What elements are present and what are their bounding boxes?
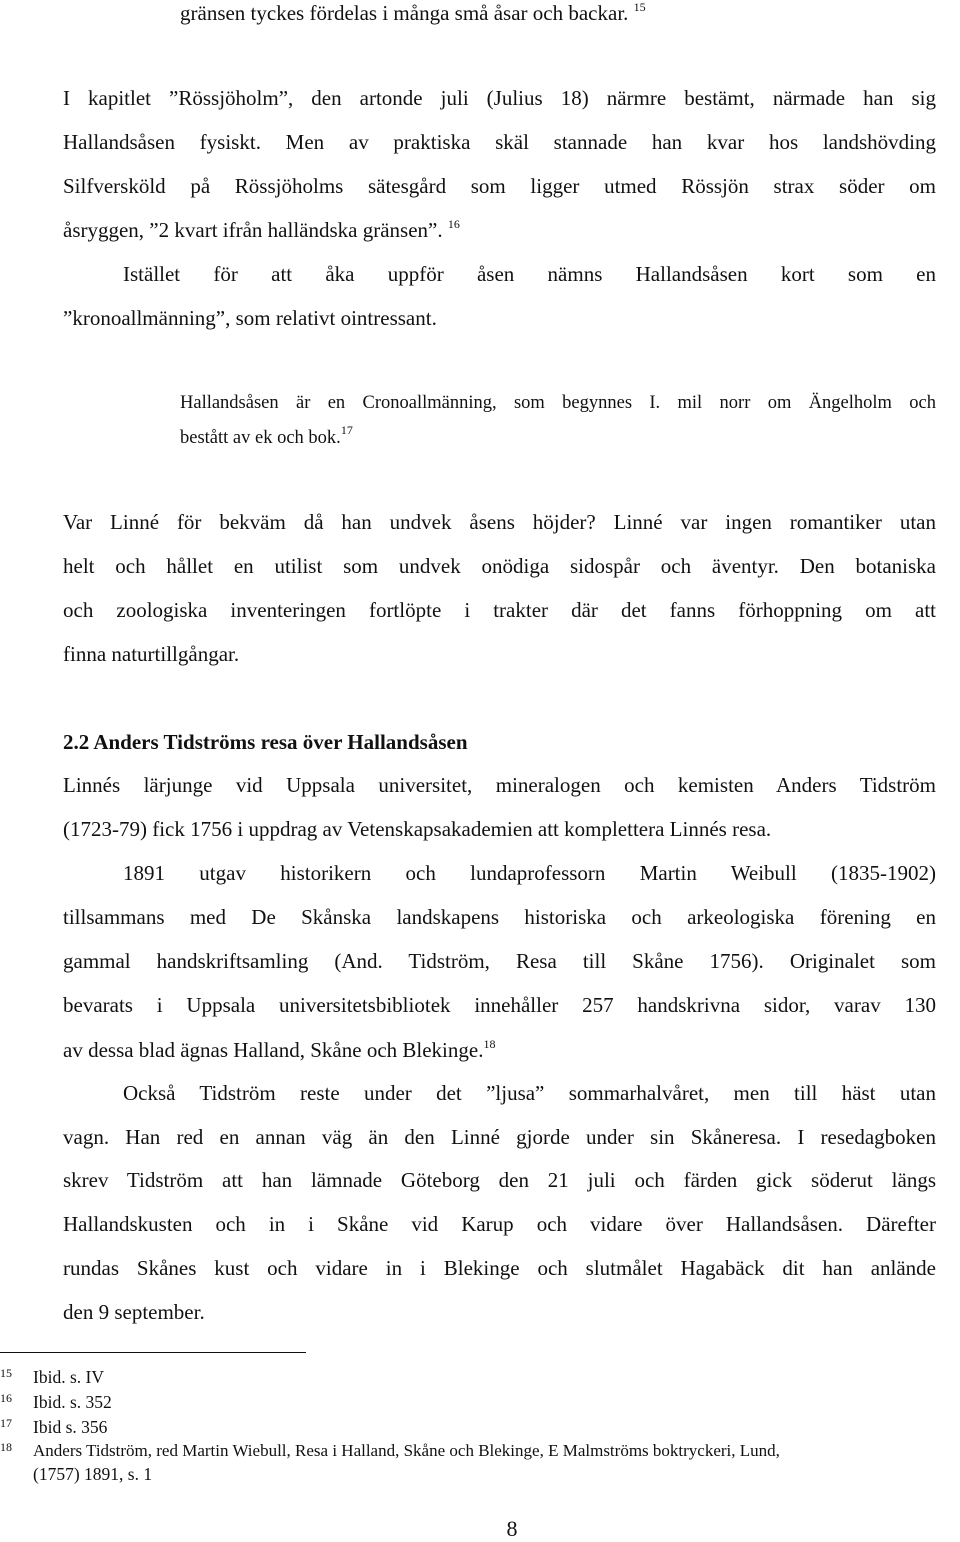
footnote-ref: 16 [447, 217, 460, 231]
text-line: och zoologiska inventeringen fortlöpte i trakter där det fanns förhoppning om att [63, 598, 936, 622]
text-line: vagn. Han red en annan väg än den Linné gjorde under sin Skåneresa. I resedagboken [63, 1125, 936, 1149]
text-line: Linnés lärjunge vid Uppsala universitet, mineralogen och kemisten Anders Tidström [63, 773, 936, 797]
text-line: gammal handskriftsamling (And. Tidström, Resa till Skåne 1756). Originalet som [63, 949, 936, 973]
text-line: (1723-79) fick 1756 i uppdrag av Vetenskapsakademien att komplettera Linnés resa. [63, 817, 772, 841]
page-number: 8 [506, 1516, 518, 1541]
text-line: ”kronoallmänning”, som relativt ointressant. [63, 306, 437, 330]
footnote-text: Anders Tidström, red Martin Wiebull, Resa i Halland, Skåne och Blekinge, E Malmströms boktryckeri, Lund, [33, 1441, 780, 1460]
section-heading: 2.2 Anders Tidströms resa över Hallandsåsen [63, 730, 468, 754]
text-line: Hallandskusten och in i Skåne vid Karup och vidare över Hallandsåsen. Därefter [63, 1212, 936, 1236]
footnote-text: (1757) 1891, s. 1 [33, 1464, 153, 1484]
text-line: finna naturtillgångar. [63, 642, 240, 666]
footnote-number: 15 [0, 1366, 12, 1380]
quote-line: bestått av ek och bok.$^{17}$ [180, 423, 353, 448]
footnote-number: 18 [0, 1440, 12, 1454]
text-line: rundas Skånes kust och vidare in i Blekinge och slutmålet Hagabäck dit han anlände [63, 1256, 936, 1280]
text-line: åsryggen, ”2 kvart ifrån halländska gränsen”. $^{16}$ [63, 217, 460, 242]
text-line: Var Linné för bekväm då han undvek åsens höjder? Linné var ingen romantiker utan [63, 510, 936, 534]
text-line: tillsammans med De Skånska landskapens historiska och arkeologiska förening en [63, 905, 936, 929]
text-line: av dessa blad ägnas Halland, Skåne och Blekinge.$^{18}$ [63, 1037, 496, 1062]
text-line: 1891 utgav historikern och lundaprofessorn Martin Weibull (1835-1902) [123, 861, 936, 885]
footnote-text: Ibid s. 356 [33, 1417, 108, 1437]
text-line: Silfversköld på Rössjöholms sätesgård som ligger utmed Rössjön strax söder om [63, 174, 936, 198]
text-line: helt och hållet en utilist som undvek onödiga sidospår och äventyr. Den botaniska [63, 554, 936, 578]
footnote-number: 17 [0, 1416, 12, 1430]
text-line: Istället för att åka uppför åsen nämns Hallandsåsen kort som en [123, 262, 936, 286]
text-line: skrev Tidström att han lämnade Göteborg den 21 juli och färden gick söderut längs [63, 1168, 936, 1192]
text-line: Hallandsåsen fysiskt. Men av praktiska skäl stannade han kvar hos landshövding [63, 130, 936, 154]
text-line: Också Tidström reste under det ”ljusa” sommarhalvåret, men till häst utan [123, 1081, 936, 1105]
footnote-separator [0, 1352, 306, 1353]
footnote-ref: 17 [340, 423, 353, 437]
quote-line: Hallandsåsen är en Cronoallmänning, som begynnes I. mil norr om Ängelholm och [180, 393, 936, 413]
footnote-ref: 18 [483, 1037, 496, 1051]
footnote-text: Ibid. s. 352 [33, 1392, 112, 1412]
text-line: den 9 september. [63, 1300, 205, 1324]
text-line: bevarats i Uppsala universitetsbibliotek innehåller 257 handskrivna sidor, varav 130 [63, 993, 936, 1017]
text-line: gränsen tyckes fördelas i många små åsar och backar. $^{15}$ [180, 0, 646, 25]
footnote-ref: 15 [633, 0, 646, 14]
footnote-text: Ibid. s. IV [33, 1367, 104, 1387]
footnote-number: 16 [0, 1391, 12, 1405]
text-line: I kapitlet ”Rössjöholm”, den artonde juli (Julius 18) närmre bestämt, närmade han sig [63, 86, 936, 110]
